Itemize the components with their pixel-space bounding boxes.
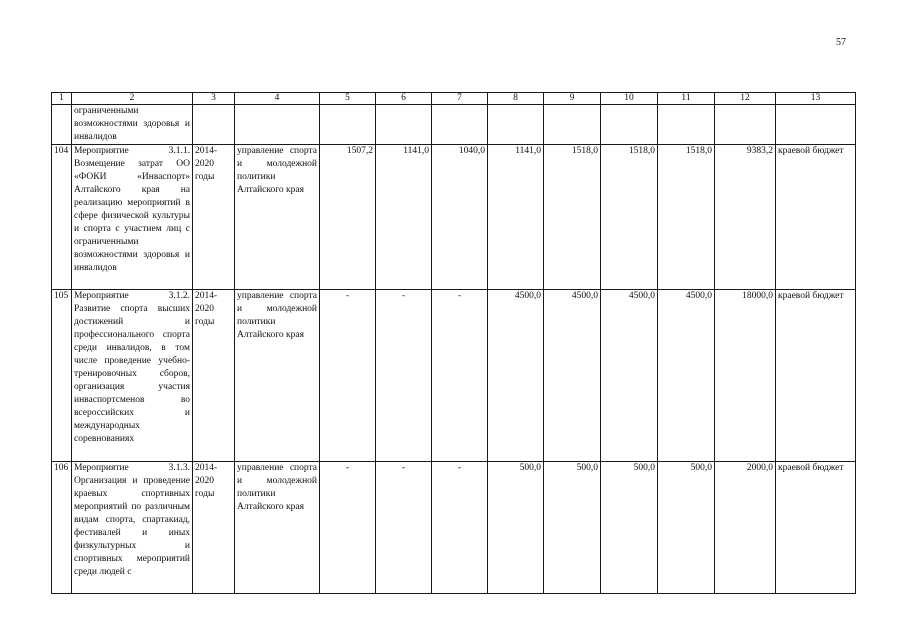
executor-cell: управление спорта и молодежной политики Алтайского края bbox=[235, 462, 320, 594]
table-row bbox=[52, 105, 856, 145]
column-header: 12 bbox=[715, 93, 776, 105]
value-cell: - bbox=[320, 290, 376, 462]
activity-name-cell: Мероприятие 3.1.1. Возмещение затрат ОО «ФОКИ «Инваспорт» Алтайского края на реализацию мероприятий в сфере физической культуры и спорта с участием лиц с ограниченными возможностями здоровья и инвалидов bbox=[72, 145, 193, 290]
table-header-row bbox=[52, 93, 856, 105]
value-cell bbox=[432, 105, 488, 145]
funding-source-cell: краевой бюджет bbox=[776, 145, 856, 290]
row-number-cell: 104 bbox=[52, 145, 72, 290]
column-header: 5 bbox=[320, 93, 376, 105]
activity-name-cell: Мероприятие 3.1.2. Развитие спорта высших достижений и профессионального спорта среди инвалидов, в том числе проведение учебно-тренировочных сборов, организация участия инваспортсменов во всероссийских и международных соревнованиях bbox=[72, 290, 193, 462]
period-cell: 2014-2020 годы bbox=[193, 462, 235, 594]
column-header: 6 bbox=[376, 93, 432, 105]
column-header: 7 bbox=[432, 93, 488, 105]
row-number-cell: 106 bbox=[52, 462, 72, 594]
value-cell: 4500,0 bbox=[658, 290, 715, 462]
value-cell bbox=[320, 105, 376, 145]
value-cell: 1507,2 bbox=[320, 145, 376, 290]
period-cell: 2014-2020 годы bbox=[193, 290, 235, 462]
value-cell: - bbox=[432, 462, 488, 594]
funding-source-cell: краевой бюджет bbox=[776, 462, 856, 594]
value-cell: - bbox=[376, 290, 432, 462]
row-number-cell bbox=[52, 105, 72, 145]
funding-source-cell: краевой бюджет bbox=[776, 290, 856, 462]
value-cell: 1141,0 bbox=[376, 145, 432, 290]
column-header: 4 bbox=[235, 93, 320, 105]
value-cell: 4500,0 bbox=[601, 290, 658, 462]
period-cell bbox=[193, 105, 235, 145]
value-cell: 500,0 bbox=[544, 462, 601, 594]
column-header: 11 bbox=[658, 93, 715, 105]
total-cell: 2000,0 bbox=[715, 462, 776, 594]
column-header: 3 bbox=[193, 93, 235, 105]
funding-source-cell bbox=[776, 105, 856, 145]
value-cell: 500,0 bbox=[658, 462, 715, 594]
value-cell: - bbox=[432, 290, 488, 462]
row-number-cell: 105 bbox=[52, 290, 72, 462]
value-cell bbox=[658, 105, 715, 145]
value-cell: 1141,0 bbox=[488, 145, 544, 290]
value-cell bbox=[544, 105, 601, 145]
value-cell bbox=[376, 105, 432, 145]
activity-name-cell: ограниченными возможностями здоровья и инвалидов bbox=[72, 105, 193, 145]
value-cell: 1518,0 bbox=[601, 145, 658, 290]
value-cell: 4500,0 bbox=[488, 290, 544, 462]
value-cell: 1040,0 bbox=[432, 145, 488, 290]
column-header: 2 bbox=[72, 93, 193, 105]
program-table bbox=[51, 92, 856, 594]
table-row bbox=[52, 145, 856, 290]
value-cell: - bbox=[320, 462, 376, 594]
table-row bbox=[52, 462, 856, 594]
column-header: 1 bbox=[52, 93, 72, 105]
executor-cell: управление спорта и молодежной политики Алтайского края bbox=[235, 145, 320, 290]
executor-cell: управление спорта и молодежной политики Алтайского края bbox=[235, 290, 320, 462]
value-cell bbox=[601, 105, 658, 145]
column-header: 9 bbox=[544, 93, 601, 105]
total-cell: 9383,2 bbox=[715, 145, 776, 290]
value-cell: 500,0 bbox=[601, 462, 658, 594]
value-cell: 1518,0 bbox=[544, 145, 601, 290]
column-header: 10 bbox=[601, 93, 658, 105]
column-header: 13 bbox=[776, 93, 856, 105]
total-cell: 18000,0 bbox=[715, 290, 776, 462]
value-cell: 500,0 bbox=[488, 462, 544, 594]
executor-cell bbox=[235, 105, 320, 145]
value-cell bbox=[488, 105, 544, 145]
value-cell: 1518,0 bbox=[658, 145, 715, 290]
total-cell bbox=[715, 105, 776, 145]
activity-name-cell: Мероприятие 3.1.3. Организация и проведение краевых спортивных мероприятий по различным видам спорта, спартакиад, фестивалей и иных физкультурных и спортивных мероприятий среди людей с bbox=[72, 462, 193, 594]
column-header: 8 bbox=[488, 93, 544, 105]
period-cell: 2014-2020 годы bbox=[193, 145, 235, 290]
value-cell: 4500,0 bbox=[544, 290, 601, 462]
table-row bbox=[52, 290, 856, 462]
page-number: 57 bbox=[836, 37, 846, 48]
value-cell: - bbox=[376, 462, 432, 594]
